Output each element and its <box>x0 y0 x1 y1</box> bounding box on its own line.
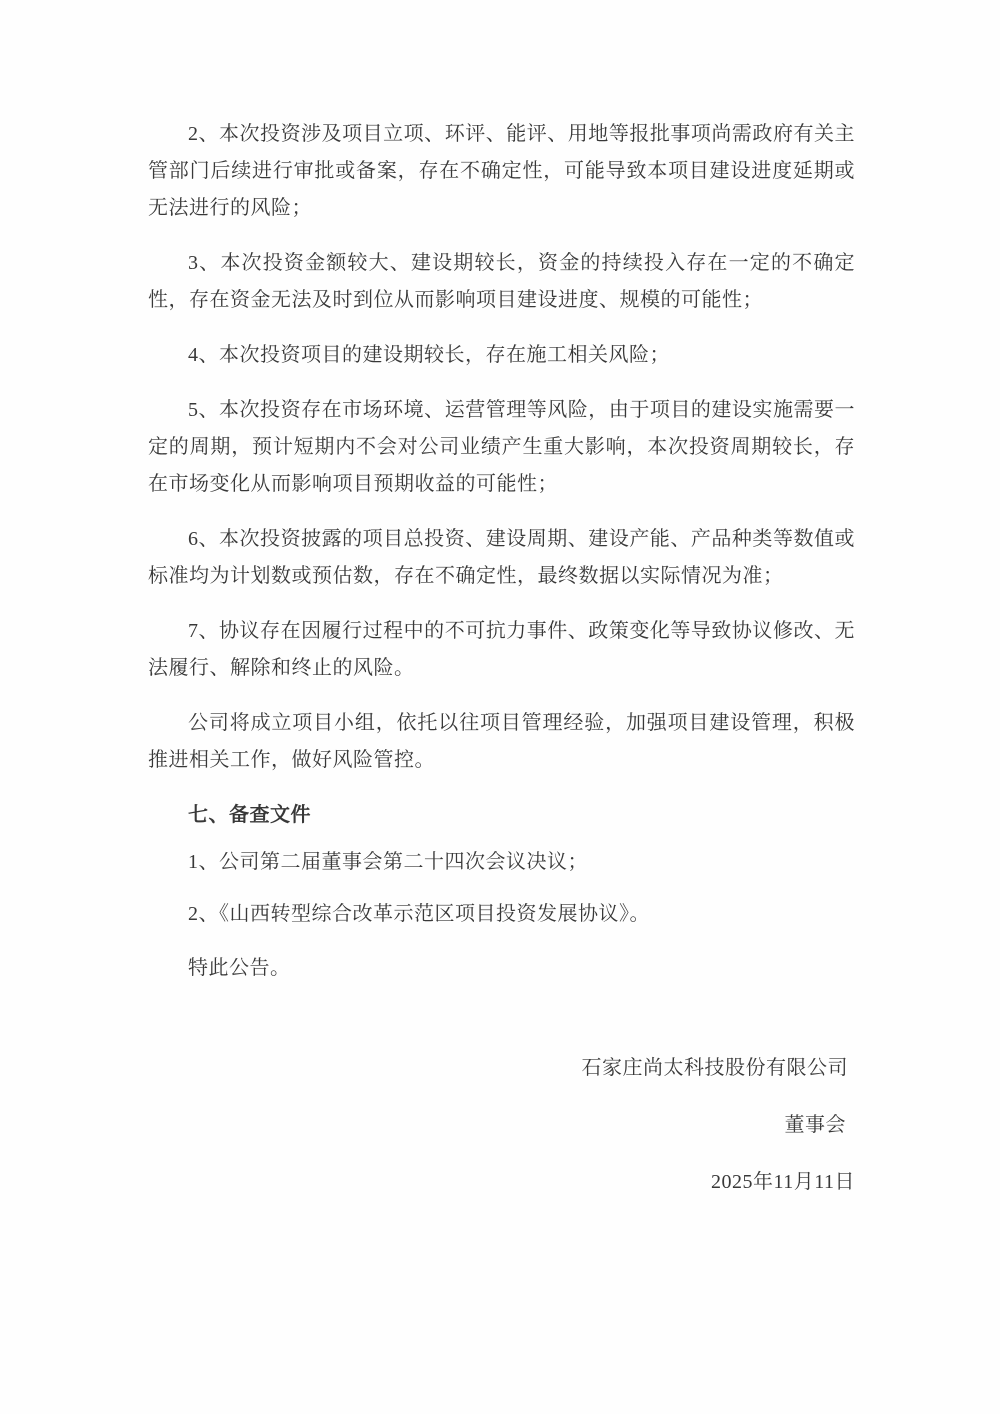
body-paragraph-risk-2: 2、本次投资涉及项目立项、环评、能评、用地等报批事项尚需政府有关主管部门后续进行审批或备案，存在不确定性，可能导致本项目建设进度延期或无法进行的风险； <box>148 123 855 219</box>
body-paragraph-risk-5: 5、本次投资存在市场环境、运营管理等风险，由于项目的建设实施需要一定的周期，预计短期内不会对公司业绩产生重大影响，本次投资周期较长，存在市场变化从而影响项目预期收益的可能性； <box>148 399 855 495</box>
body-paragraph-risk-6: 6、本次投资披露的项目总投资、建设周期、建设产能、产品种类等数值或标准均为计划数或预估数，存在不确定性，最终数据以实际情况为准； <box>148 528 855 587</box>
signature-date: 2025年11月11日 <box>710 1171 855 1193</box>
section-heading-reference-documents: 七、备查文件 <box>188 804 311 826</box>
list-item-board-resolution: 1、公司第二届董事会第二十四次会议决议； <box>188 851 588 873</box>
signature-board-of-directors: 董事会 <box>784 1114 846 1136</box>
body-paragraph-risk-3: 3、本次投资金额较大、建设期较长，资金的持续投入存在一定的不确定性，存在资金无法及时到位从而影响项目建设进度、规模的可能性； <box>148 252 855 311</box>
body-paragraph-risk-7: 7、协议存在因履行过程中的不可抗力事件、政策变化等导致协议修改、无法履行、解除和终止的风险。 <box>148 620 855 679</box>
signature-company-name: 石家庄尚太科技股份有限公司 <box>581 1057 848 1079</box>
body-paragraph-risk-4: 4、本次投资项目的建设期较长，存在施工相关风险； <box>188 344 670 366</box>
body-paragraph-mitigation: 公司将成立项目小组，依托以往项目管理经验，加强项目建设管理，积极推进相关工作，做好风险管控。 <box>148 712 855 771</box>
closing-statement: 特此公告。 <box>188 957 291 979</box>
list-item-investment-agreement: 2、《山西转型综合改革示范区项目投资发展协议》。 <box>188 903 650 925</box>
